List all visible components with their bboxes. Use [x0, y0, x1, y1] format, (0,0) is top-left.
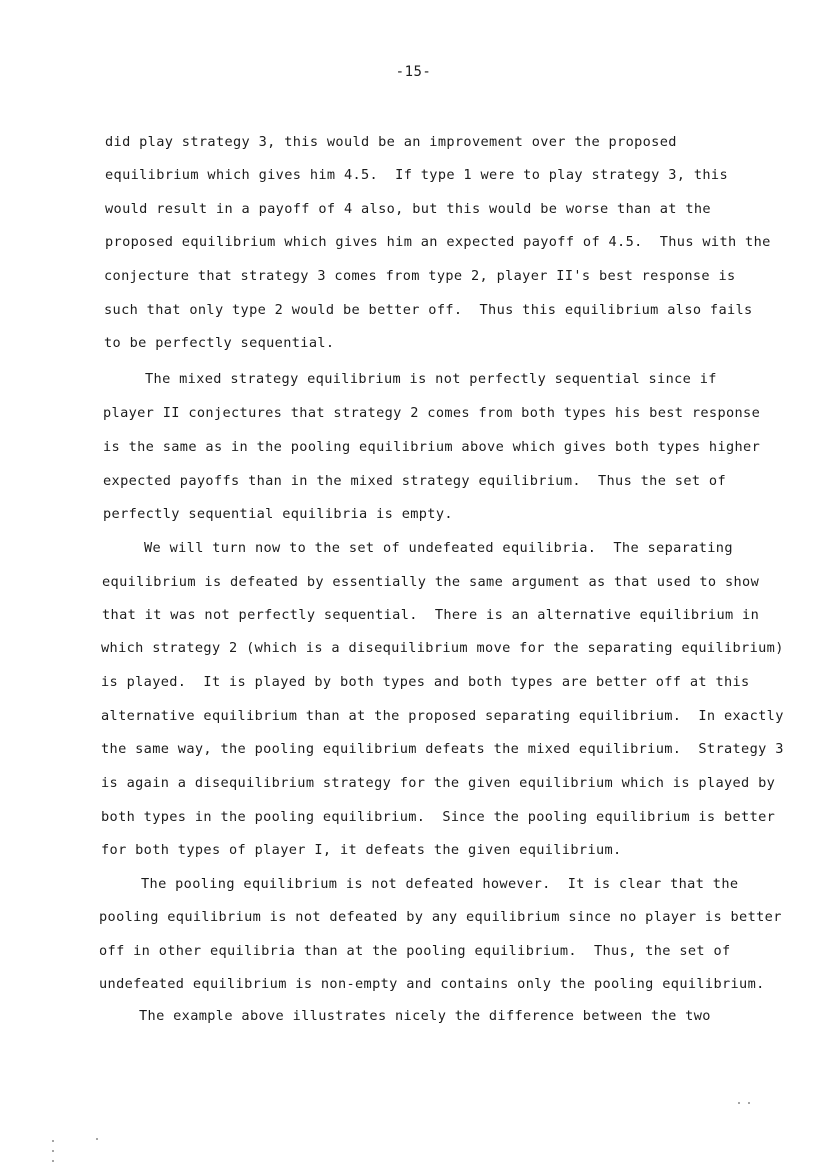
- text-line: pooling equilibrium is not defeated by any equilibrium since no player is better: [99, 909, 782, 925]
- text-line: would result in a payoff of 4 also, but this would be worse than at the: [105, 201, 711, 217]
- text-line: which strategy 2 (which is a disequilibrium move for the separating equilibrium): [101, 640, 784, 656]
- text-line: for both types of player I, it defeats the given equilibrium.: [101, 842, 622, 858]
- scan-speck: [96, 1138, 98, 1140]
- text-line: that it was not perfectly sequential. There is an alternative equilibrium in: [102, 607, 760, 623]
- page-number: -15-: [395, 64, 432, 80]
- text-line: player II conjectures that strategy 2 comes from both types his best response: [103, 405, 761, 421]
- text-line: conjecture that strategy 3 comes from type 2, player II's best response is: [104, 268, 736, 284]
- scan-speck: [52, 1150, 54, 1152]
- text-line: undefeated equilibrium is non-empty and contains only the pooling equilibrium.: [99, 976, 765, 992]
- text-line: is played. It is played by both types and both types are better off at this: [101, 674, 750, 690]
- scan-speck: [748, 1102, 750, 1104]
- text-line: alternative equilibrium than at the proposed separating equilibrium. In exactly: [101, 708, 784, 724]
- text-line: off in other equilibria than at the pooling equilibrium. Thus, the set of: [99, 943, 731, 959]
- text-line: expected payoffs than in the mixed strategy equilibrium. Thus the set of: [103, 473, 726, 489]
- scan-speck: [52, 1160, 54, 1162]
- text-line: equilibrium is defeated by essentially the same argument as that used to show: [102, 574, 760, 590]
- text-line: such that only type 2 would be better off. Thus this equilibrium also fails: [104, 302, 753, 318]
- scan-speck: [738, 1102, 740, 1104]
- text-line: equilibrium which gives him 4.5. If type 1 were to play strategy 3, this: [105, 167, 728, 183]
- text-line: The mixed strategy equilibrium is not perfectly sequential since if: [145, 371, 717, 387]
- scan-speck: [52, 1140, 54, 1142]
- text-line: is again a disequilibrium strategy for the given equilibrium which is played by: [101, 775, 776, 791]
- text-line: perfectly sequential equilibria is empty.: [103, 506, 453, 522]
- text-line: the same way, the pooling equilibrium defeats the mixed equilibrium. Strategy 3: [101, 741, 784, 757]
- text-line: The pooling equilibrium is not defeated however. It is clear that the: [141, 876, 739, 892]
- text-line: both types in the pooling equilibrium. Since the pooling equilibrium is better: [101, 809, 776, 825]
- text-line: We will turn now to the set of undefeated equilibria. The separating: [144, 540, 733, 556]
- text-line: to be perfectly sequential.: [104, 335, 335, 351]
- text-line: is the same as in the pooling equilibrium above which gives both types higher: [103, 439, 761, 455]
- text-line: proposed equilibrium which gives him an expected payoff of 4.5. Thus with the: [105, 234, 771, 250]
- text-line: did play strategy 3, this would be an improvement over the proposed: [105, 134, 677, 150]
- text-line: The example above illustrates nicely the difference between the two: [139, 1008, 711, 1024]
